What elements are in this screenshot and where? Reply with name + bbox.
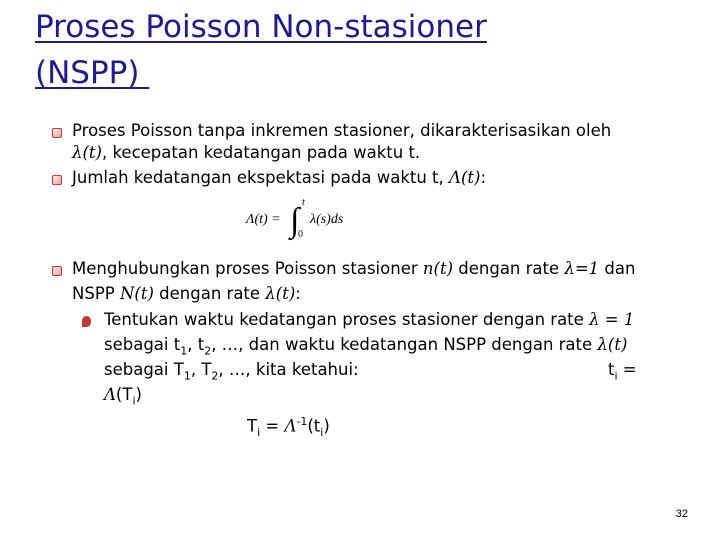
sub-bullet-line-3: sebagai $T_1$, $T_2$, …, kita ketahui: [104,360,359,383]
page-number: 32 [675,508,688,520]
integral-sign: ∫ [290,202,300,239]
inverse-formula: $T_i = \Lambda^{-1}(t_i)$ [247,415,330,439]
bullet-3-line-1: Menghubungkan proses Poisson stasioner n(t) dengan rate λ=1 dan [72,259,636,278]
sub-bullet-line-3-right: $t_i$ = [608,360,637,383]
page-title [35,4,695,96]
sub-bullet-line-1: Tentukan waktu kedatangan proses stasioner dengan rate λ = 1 [104,310,635,329]
bullet-icon [52,128,62,138]
formula-upper-limit: t [302,197,305,208]
sub-bullet-line-2: sebagai $t_1$, $t_2$, …, dan waktu kedatangan NSPP dengan rate λ(t) [104,335,628,358]
bullet-1-line-2: λ(t), kecepatan kedatangan pada waktu t. [72,143,421,162]
title-line-1: Proses Poisson Non-stasioner [35,9,487,45]
title-line-2: (NSPP) [35,55,150,91]
sub-bullet-icon [82,316,91,327]
formula-integrand: λ(s)ds [310,212,344,227]
integral-formula [240,193,370,241]
bullet-1-line-1: Proses Poisson tanpa inkremen stasioner, dikarakterisasikan oleh [72,121,612,140]
bullet-3-line-2: NSPP N(t) dengan rate λ(t): [72,284,301,303]
formula-lhs: Λ(t) = [246,212,281,227]
bullet-2-line: Jumlah kedatangan ekspektasi pada waktu t, Λ(t): [72,168,487,187]
sub-bullet-line-4: $\Lambda(T_i)$ [104,385,142,408]
bullet-icon [52,175,62,185]
bullet-icon [52,266,62,276]
formula-lower-limit: 0 [298,229,303,240]
